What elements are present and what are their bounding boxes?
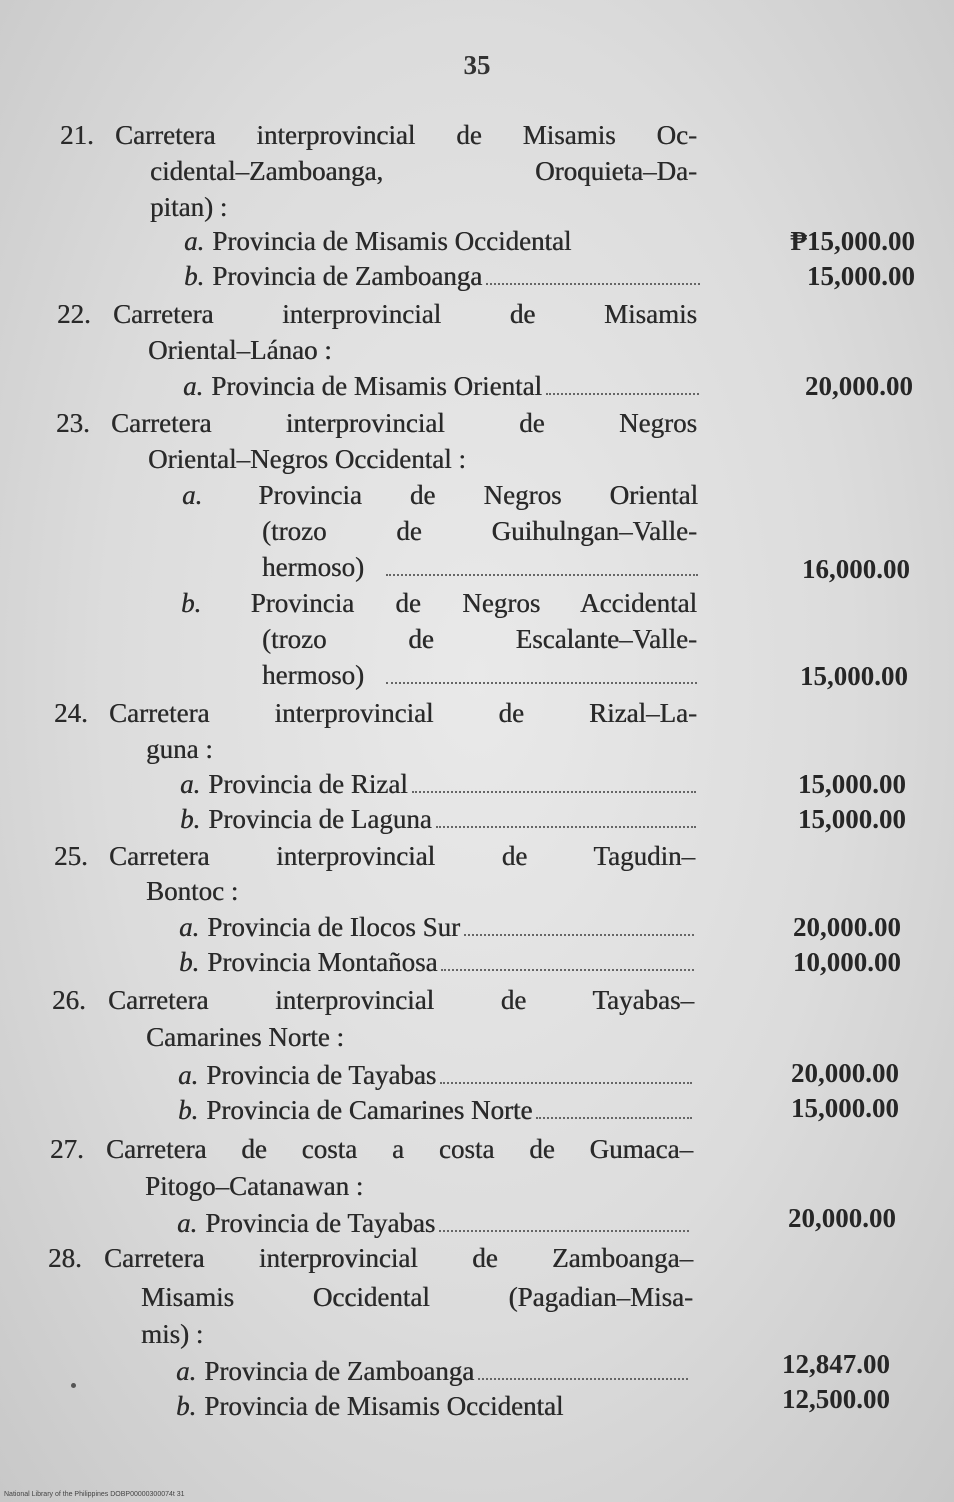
sub-entry bbox=[183, 368, 699, 404]
amount: 20,000.00 bbox=[805, 371, 913, 401]
sub-entry bbox=[182, 477, 698, 513]
sub-letter: a. bbox=[184, 226, 205, 256]
sub-text: Provincia de Negros Oriental bbox=[258, 480, 699, 510]
amount: 20,000.00 bbox=[788, 1203, 896, 1233]
item-heading-line: mis) : bbox=[141, 1319, 204, 1349]
item-number: 26. bbox=[52, 985, 86, 1015]
dot-leader bbox=[441, 969, 694, 971]
sub-text: Provincia de Misamis Oriental bbox=[211, 371, 542, 401]
dot-leader bbox=[536, 1117, 692, 1119]
sub-entry bbox=[184, 258, 700, 294]
sub-entry-last-line bbox=[262, 657, 697, 693]
sub-entry bbox=[176, 1353, 688, 1389]
item-number: 22. bbox=[57, 299, 91, 329]
item-heading-line: Carretera interprovincial de Misamis bbox=[113, 299, 697, 329]
sub-entry bbox=[178, 1092, 692, 1128]
item-heading-line: Oriental–Negros Occidental : bbox=[148, 444, 466, 474]
sub-entry bbox=[180, 801, 696, 837]
footer-attribution: National Library of the Philippines DOBP00000300074t 31 bbox=[4, 1491, 185, 1498]
sub-letter: a. bbox=[177, 1208, 198, 1238]
sub-letter: b. bbox=[181, 588, 202, 618]
dot-leader bbox=[478, 1378, 688, 1380]
sub-entry bbox=[179, 909, 694, 945]
amount: 15,000.00 bbox=[798, 804, 906, 834]
sub-letter: a. bbox=[183, 371, 204, 401]
amount: 15,000.00 bbox=[800, 661, 908, 691]
sub-text: Provincia de Camarines Norte bbox=[206, 1095, 533, 1125]
sub-letter: a. bbox=[182, 480, 203, 510]
sub-text: Provincia de Ilocos Sur bbox=[207, 912, 460, 942]
item-heading-line: Carretera interprovincial de Tagudin– bbox=[109, 841, 695, 871]
amount: 15,000.00 bbox=[798, 769, 906, 799]
item-heading-line: Camarines Norte : bbox=[146, 1022, 344, 1052]
amount: 20,000.00 bbox=[793, 912, 901, 942]
sub-text: Provincia de Tayabas bbox=[205, 1208, 436, 1238]
sub-entry bbox=[179, 944, 694, 980]
item-heading-line: Pitogo–Catanawan : bbox=[145, 1171, 364, 1201]
item-heading-line: Carretera de costa a costa de Gumaca– bbox=[106, 1134, 693, 1164]
sub-text: Provincia de Zamboanga bbox=[204, 1356, 475, 1386]
sub-letter: a. bbox=[176, 1356, 197, 1386]
sub-text: Provincia de Laguna bbox=[208, 804, 432, 834]
sub-entry bbox=[178, 1057, 692, 1093]
sub-letter: b. bbox=[179, 947, 200, 977]
sub-text: Provincia de Tayabas bbox=[206, 1060, 437, 1090]
sub-letter: b. bbox=[178, 1095, 199, 1125]
dot-leader bbox=[546, 393, 699, 395]
sub-letter: a. bbox=[179, 912, 200, 942]
dot-leader bbox=[386, 682, 697, 684]
sub-letter: b. bbox=[184, 261, 205, 291]
dot-leader bbox=[464, 934, 694, 936]
item-heading-line: cidental–Zamboanga, Oroquieta–Da- bbox=[150, 156, 697, 186]
sub-letter: b. bbox=[180, 804, 201, 834]
amount: ₱15,000.00 bbox=[790, 226, 915, 256]
item-number: 28. bbox=[48, 1243, 82, 1273]
dot-leader bbox=[386, 574, 698, 576]
item-number: 21. bbox=[60, 120, 94, 150]
item-heading-line: Misamis Occidental (Pagadian–Misa- bbox=[141, 1282, 693, 1312]
item-heading-line: Carretera interprovincial de Zamboanga– bbox=[104, 1243, 693, 1273]
item-number: 25. bbox=[54, 841, 88, 871]
amount: 15,000.00 bbox=[791, 1093, 899, 1123]
item-heading-line: Bontoc : bbox=[146, 876, 239, 906]
sub-letter: a. bbox=[180, 769, 201, 799]
sub-text: Provincia de Rizal bbox=[208, 769, 408, 799]
item-heading-line: Carretera interprovincial de Negros bbox=[111, 408, 697, 438]
sub-text: Provincia de Negros Accidental bbox=[250, 588, 697, 618]
item-number: 27. bbox=[50, 1134, 84, 1164]
sub-text: hermoso) bbox=[262, 552, 364, 582]
amount: 20,000.00 bbox=[791, 1058, 899, 1088]
sub-letter: b. bbox=[176, 1391, 197, 1421]
page-number: 35 bbox=[463, 50, 491, 80]
sub-entry bbox=[177, 1205, 689, 1241]
item-heading-line: guna : bbox=[146, 734, 213, 764]
item-heading-line: pitan) : bbox=[150, 192, 228, 222]
sub-text-line: (trozo de Guihulngan–Valle- bbox=[262, 516, 697, 546]
amount: 12,847.00 bbox=[782, 1349, 890, 1379]
item-number: 23. bbox=[56, 408, 90, 438]
ink-speck bbox=[71, 1383, 76, 1388]
sub-entry bbox=[180, 766, 696, 802]
sub-text: Provincia de Misamis Occidental bbox=[204, 1391, 564, 1421]
amount: 15,000.00 bbox=[807, 261, 915, 291]
item-heading-line: Carretera interprovincial de Misamis Oc- bbox=[115, 120, 697, 150]
sub-text: Provincia de Zamboanga bbox=[212, 261, 483, 291]
dot-leader bbox=[440, 1082, 692, 1084]
item-heading-line: Carretera interprovincial de Rizal–La- bbox=[109, 698, 697, 728]
sub-text: Provincia Montañosa bbox=[207, 947, 438, 977]
item-heading-line: Carretera interprovincial de Tayabas– bbox=[108, 985, 694, 1015]
dot-leader bbox=[412, 791, 696, 793]
amount: 12,500.00 bbox=[782, 1384, 890, 1414]
sub-entry bbox=[181, 585, 697, 621]
sub-entry bbox=[176, 1388, 688, 1424]
amount: 10,000.00 bbox=[793, 947, 901, 977]
dot-leader bbox=[436, 826, 696, 828]
sub-entry bbox=[184, 223, 700, 259]
sub-entry-last-line bbox=[262, 549, 698, 585]
item-number: 24. bbox=[54, 698, 88, 728]
item-heading-line: Oriental–Lánao : bbox=[148, 335, 332, 365]
dot-leader bbox=[439, 1230, 689, 1232]
amount: 16,000.00 bbox=[802, 554, 910, 584]
sub-letter: a. bbox=[178, 1060, 199, 1090]
sub-text: hermoso) bbox=[262, 660, 364, 690]
dot-leader bbox=[486, 283, 700, 285]
sub-text: Provincia de Misamis Occidental bbox=[212, 226, 572, 256]
sub-text-line: (trozo de Escalante–Valle- bbox=[262, 624, 697, 654]
